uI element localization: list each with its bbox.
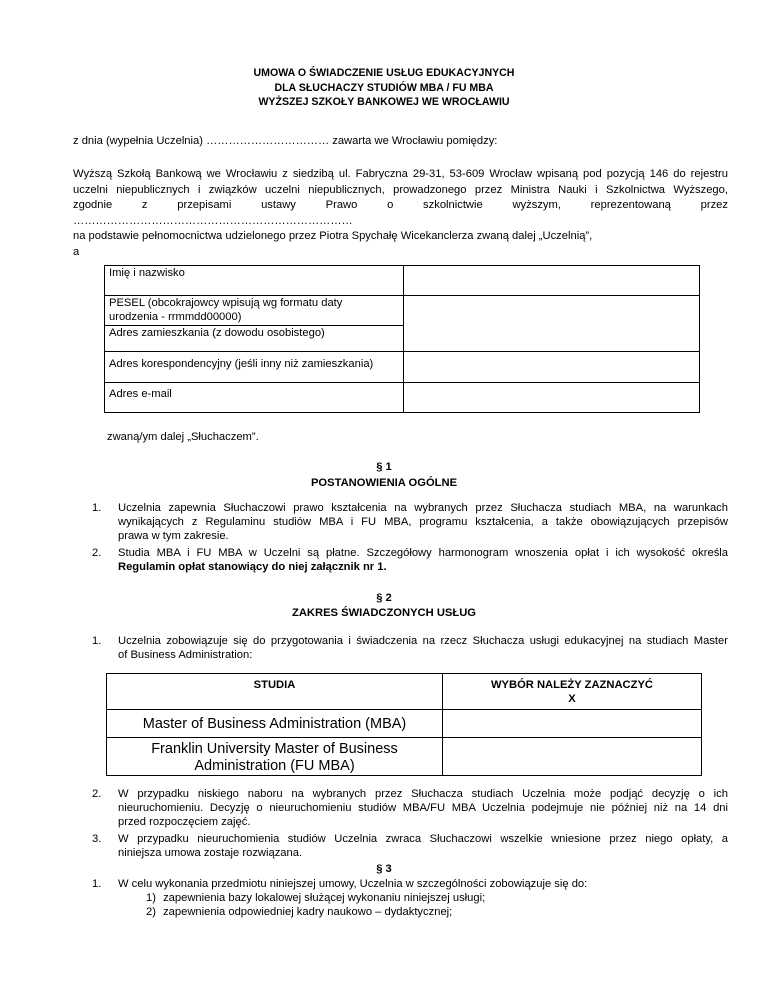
- studies-table: [106, 673, 702, 776]
- label-address: Adres zamieszkania (z dowodu osobistego): [105, 326, 404, 352]
- table-row: [107, 674, 702, 710]
- party-line-1: Wyższą Szkołą Bankową we Wrocławiu z siedzibą ul. Fabryczna 29-31, 53-609 Wrocław wpisaną pod pozycją 146 do rejestru: [73, 168, 728, 180]
- table-row: [107, 738, 702, 776]
- input-correspondence[interactable]: [404, 352, 700, 383]
- choice-cell-mba[interactable]: [443, 710, 702, 738]
- input-email[interactable]: [404, 383, 700, 413]
- section-3-number: § 3: [376, 863, 392, 875]
- section-2-item-2: 2. W przypadku niskiego naboru na wybranych przez Słuchacza studiach Uczelnia może podjąć decyzję o ich nieuruchomieniu. Decyzję o nieuruchomieniu studiów MBA/FU MBA Uczelnia podejmuje nie później niż na 14 dni przed rozpoczęciem zajęć.: [92, 788, 728, 828]
- section-1-item-1: 1. Uczelnia zapewnia Słuchaczowi prawo kształcenia na wybranych przez Słuchacza studiach MBA, na warunkach wynikających z Regulaminu studiów MBA i FU MBA, programu kształcenia, a także obowiązujących przepisów prawa w tym zakresie.: [92, 502, 728, 542]
- party-line-4: na podstawie pełnomocnictwa udzielonego przez Piotra Spychałę Wicekanclerza zwaną dalej „Uczelnią”,: [73, 230, 593, 242]
- table-row: [105, 266, 700, 296]
- section-3-item-1: 1. W celu wykonania przedmiotu niniejszej umowy, Uczelnia w szczególności zobowiązuje się do:: [92, 878, 588, 890]
- study-option-mba: Master of Business Administration (MBA): [107, 710, 443, 738]
- student-data-table: [104, 265, 700, 413]
- label-email: Adres e-mail: [105, 383, 404, 413]
- table-row: [107, 710, 702, 738]
- university-party: [73, 167, 728, 245]
- table-row: [105, 383, 700, 413]
- section-3-sub-2: 2) zapewnienia odpowiedniej kadry naukowo – dydaktycznej;: [146, 906, 453, 918]
- label-pesel: PESEL (obcokrajowcy wpisują wg formatu daty urodzenia - rrmmdd00000): [105, 296, 404, 326]
- section-2-title: ZAKRES ŚWIADCZONYCH USŁUG: [292, 607, 476, 619]
- party-line-2: uczelni niepublicznych i związków uczelni niepublicznych, prowadzonego przez Ministra Nauki i Szkolnictwa Wyższego,: [73, 183, 728, 196]
- label-correspondence: Adres korespondencyjny (jeśli inny niż zamieszkania): [105, 352, 404, 383]
- section-2-item-1: 1. Uczelnia zobowiązuje się do przygotowania i świadczenia na rzecz Słuchacza usługi edukacyjnej na studiach Master of Business Administration:: [92, 635, 728, 661]
- section-1-number: § 1: [376, 461, 392, 473]
- student-named: zwaną/ym dalej „Słuchaczem”.: [107, 431, 259, 443]
- study-option-fu-mba: Franklin University Master of Business Administration (FU MBA): [107, 738, 443, 776]
- studies-col-header: STUDIA: [107, 674, 443, 710]
- section-2-number: § 2: [376, 592, 392, 604]
- choice-col-header: WYBÓR NALEŻY ZAZNACZYĆ X: [443, 674, 702, 710]
- input-name[interactable]: [404, 266, 700, 296]
- section-3-sub-1: 1) zapewnienia bazy lokalowej służącej wykonaniu niniejszej usługi;: [146, 892, 486, 904]
- party-line-3: zgodnie z przepisami ustawy Prawo o szkolnictwie wyższym, reprezentowaną przez …………………………………………………………………: [73, 199, 728, 227]
- section-1-item-2: 2. Studia MBA i FU MBA w Uczelni są płatne. Szczegółowy harmonogram wnoszenia opłat i ich wysokość określa Regulamin opłat stanowiący do niej załącznik nr 1.: [92, 547, 728, 573]
- and-word: a: [73, 246, 80, 258]
- section-1-title: POSTANOWIENIA OGÓLNE: [310, 477, 458, 489]
- table-row: [105, 352, 700, 383]
- input-pesel-address[interactable]: [404, 296, 700, 352]
- table-row: [105, 296, 700, 326]
- document-title: [0, 66, 768, 110]
- choice-cell-fu-mba[interactable]: [443, 738, 702, 776]
- label-name: Imię i nazwisko: [105, 266, 404, 296]
- title-line-1: UMOWA O ŚWIADCZENIE USŁUG EDUKACYJNYCH: [253, 67, 515, 79]
- date-line: z dnia (wypełnia Uczelnia) …………………………… zawarta we Wrocławiu pomiędzy:: [73, 135, 498, 147]
- title-line-2: DLA SŁUCHACZY STUDIÓW MBA / FU MBA: [274, 81, 494, 94]
- title-line-3: WYŻSZEJ SZKOŁY BANKOWEJ WE WROCŁAWIU: [258, 96, 510, 109]
- section-2-item-3: 3. W przypadku nieuruchomienia studiów Uczelnia zwraca Słuchaczowi wszelkie wniesione przez niego opłaty, a niniejsza umowa zostaje rozwiązana.: [92, 833, 728, 859]
